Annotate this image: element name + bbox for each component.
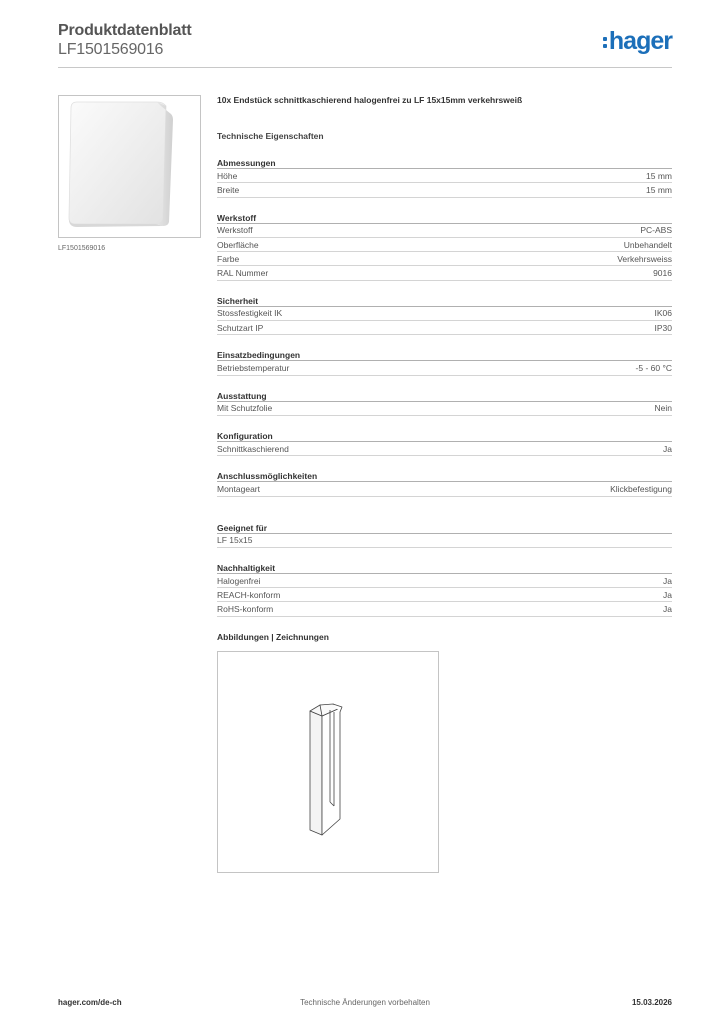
section-konfiguration	[217, 431, 672, 456]
property-row	[217, 482, 672, 496]
property-row	[217, 238, 672, 252]
property-value: 15 mm	[646, 184, 672, 195]
property-value: Klickbefestigung	[610, 483, 672, 494]
property-row	[217, 602, 672, 616]
property-value: 15 mm	[646, 170, 672, 181]
property-value: Ja	[663, 589, 672, 600]
property-value: Ja	[663, 604, 672, 615]
property-value: Ja	[663, 443, 672, 454]
product-details	[217, 95, 672, 617]
property-row	[217, 224, 672, 238]
property-label: RAL Nummer	[217, 268, 269, 279]
property-row	[217, 534, 672, 548]
property-value: Ja	[663, 575, 672, 586]
section-anschlussmoeglichkeiten	[217, 471, 672, 496]
property-label: Werkstoff	[217, 225, 253, 236]
document-title: Produktdatenblatt	[58, 22, 192, 39]
hager-logo[interactable]	[603, 26, 672, 56]
property-row	[217, 266, 672, 280]
technical-properties-heading: Technische Eigenschaften	[217, 131, 324, 141]
drawings-heading: Abbildungen | Zeichnungen	[217, 632, 329, 642]
property-label: Mit Schutzfolie	[217, 403, 273, 414]
property-row	[217, 183, 672, 197]
footer-note: Technische Änderungen vorbehalten	[300, 998, 430, 1007]
property-label: Betriebstemperatur	[217, 363, 290, 374]
section-title: Anschlussmöglichkeiten	[217, 471, 672, 482]
product-image	[58, 95, 201, 238]
property-value: IP30	[654, 322, 672, 333]
property-value: IK06	[654, 308, 672, 319]
product-title: 10x Endstück schnittkaschierend halogenfrei zu LF 15x15mm verkehrsweiß	[217, 95, 523, 105]
section-title: Abmessungen	[217, 158, 672, 169]
section-werkstoff	[217, 213, 672, 281]
section-abmessungen	[217, 158, 672, 198]
section-title: Ausstattung	[217, 391, 672, 402]
property-row	[217, 307, 672, 321]
section-nachhaltigkeit	[217, 563, 672, 617]
section-ausstattung	[217, 391, 672, 416]
property-row	[217, 442, 672, 456]
footer-website-link[interactable]: hager.com/de-ch	[58, 998, 122, 1007]
section-title: Konfiguration	[217, 431, 672, 442]
technical-drawing	[217, 651, 439, 873]
property-label: RoHS-konform	[217, 604, 274, 615]
property-row	[217, 169, 672, 183]
property-row	[217, 574, 672, 588]
property-row	[217, 321, 672, 335]
section-title: Werkstoff	[217, 213, 672, 224]
section-title: Nachhaltigkeit	[217, 563, 672, 574]
property-label: Oberfläche	[217, 239, 259, 250]
property-label: Breite	[217, 184, 240, 195]
property-label: Stossfestigkeit IK	[217, 308, 283, 319]
article-number: LF1501569016	[58, 41, 164, 58]
section-title: Einsatzbedingungen	[217, 350, 672, 361]
product-image-caption: LF1501569016	[58, 245, 106, 252]
section-einsatzbedingungen	[217, 350, 672, 375]
property-label: Schutzart IP	[217, 322, 264, 333]
page-header	[58, 22, 672, 68]
property-value: Nein	[654, 403, 672, 414]
property-value: Verkehrsweiss	[617, 253, 672, 264]
property-row	[217, 402, 672, 416]
property-label: Höhe	[217, 170, 238, 181]
section-sicherheit	[217, 296, 672, 336]
property-value: 9016	[653, 268, 672, 279]
logo-colon-icon	[603, 37, 607, 48]
section-geeignet-fuer	[217, 523, 672, 548]
page-footer	[58, 998, 672, 1010]
property-value: PC-ABS	[640, 225, 672, 236]
property-label: LF 15x15	[217, 535, 253, 546]
logo-text: hager	[608, 26, 672, 55]
property-value: -5 - 60 °C	[635, 363, 672, 374]
property-label: Montageart	[217, 483, 260, 494]
section-title: Geeignet für	[217, 523, 672, 534]
property-row	[217, 252, 672, 266]
property-label: Farbe	[217, 253, 240, 264]
property-row	[217, 361, 672, 375]
property-label: REACH-konform	[217, 589, 281, 600]
footer-date: 15.03.2026	[631, 998, 672, 1007]
property-label: Schnittkaschierend	[217, 443, 289, 454]
property-label: Halogenfrei	[217, 575, 261, 586]
section-title: Sicherheit	[217, 296, 672, 307]
property-value: Unbehandelt	[623, 239, 672, 250]
property-row	[217, 588, 672, 602]
